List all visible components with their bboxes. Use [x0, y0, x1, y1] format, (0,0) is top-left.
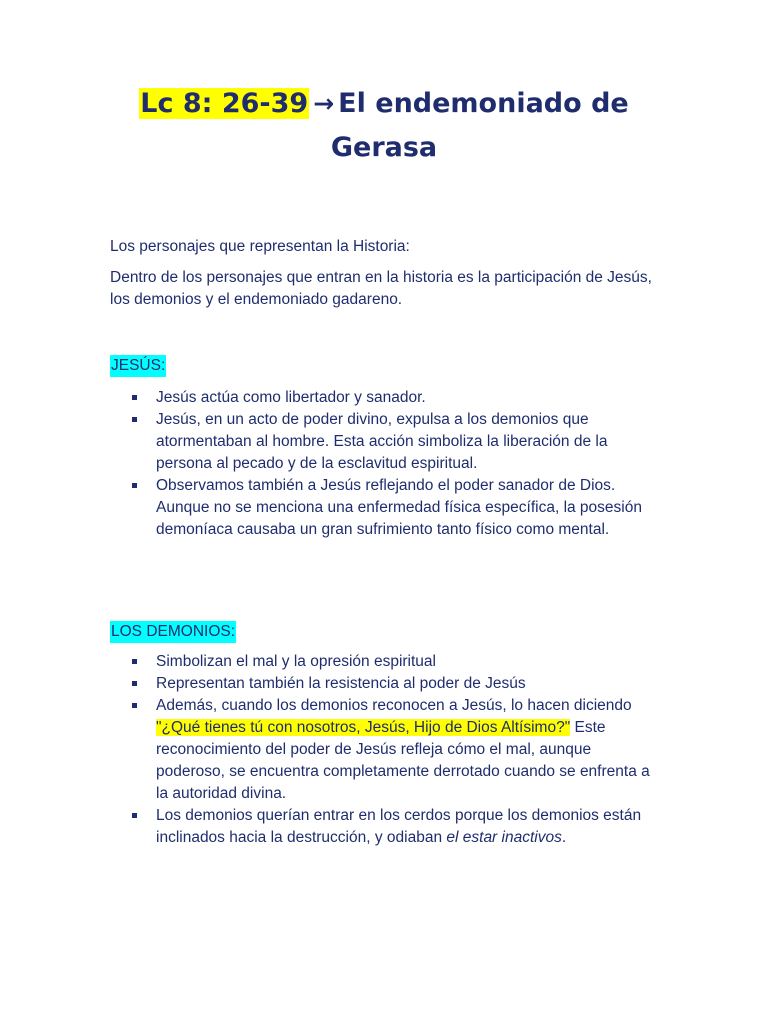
italic-phrase: el estar inactivos: [446, 829, 562, 846]
list-item-text-after: Este reconocimiento del poder de Jesús refleja cómo el mal, aunque poderoso, se encuentra completamente derrotado cuando se enfrenta a la autoridad divina.: [156, 719, 650, 802]
jesus-bullet-list: [0, 387, 768, 541]
list-item: [0, 651, 656, 673]
list-item: [0, 409, 656, 475]
intro-paragraph: Dentro de los personajes que entran en la historia es la participación de Jesús, los demonios y el endemoniado gadareno.: [110, 269, 652, 308]
square-bullet-icon: [132, 681, 137, 686]
list-item-text-before: Los demonios querían entrar en los cerdos porque los demonios están inclinados hacia la destrucción, y odiaban: [156, 807, 642, 846]
document-title: [0, 82, 768, 170]
square-bullet-icon: [132, 813, 137, 818]
list-item-text-after: .: [561, 829, 567, 846]
section-heading-jesus: JESÚS:: [110, 355, 166, 377]
square-bullet-icon: [132, 417, 137, 422]
square-bullet-icon: [132, 483, 137, 488]
list-item-text: Jesús, en un acto de poder divino, expulsa a los demonios que atormentaban al hombre. Esta acción simboliza la liberación de la persona al pecado y de la esclavitud espiritual.: [156, 411, 608, 472]
section-heading-demons: LOS DEMONIOS:: [110, 621, 236, 643]
square-bullet-icon: [132, 395, 137, 400]
list-item-text-before: Además, cuando los demonios reconocen a Jesús, lo hacen diciendo: [156, 697, 632, 714]
square-bullet-icon: [132, 703, 137, 708]
list-item: [0, 475, 656, 541]
right-arrow-icon: →: [313, 89, 335, 118]
list-item: [0, 695, 656, 805]
intro-heading: Los personajes que representan la Historia:: [110, 238, 410, 255]
list-item-text: Representan también la resistencia al poder de Jesús: [156, 675, 526, 692]
demons-bullet-list: [0, 651, 768, 849]
title-line1: El endemoniado de: [338, 88, 629, 119]
title-line2: Gerasa: [330, 132, 438, 163]
list-item: [0, 673, 656, 695]
list-item-text: Simbolizan el mal y la opresión espiritual: [156, 653, 436, 670]
highlighted-quote: "¿Qué tienes tú con nosotros, Jesús, Hijo de Dios Altísimo?": [156, 719, 571, 736]
scripture-reference: Lc 8: 26-39: [140, 88, 309, 119]
list-item: [0, 805, 656, 849]
list-item-text: Jesús actúa como libertador y sanador.: [156, 389, 426, 406]
list-item: [0, 387, 656, 409]
list-item-text: Observamos también a Jesús reflejando el poder sanador de Dios. Aunque no se menciona una enfermedad física específica, la posesión demoníaca causaba un gran sufrimiento tanto físico como mental.: [156, 477, 642, 538]
square-bullet-icon: [132, 659, 137, 664]
